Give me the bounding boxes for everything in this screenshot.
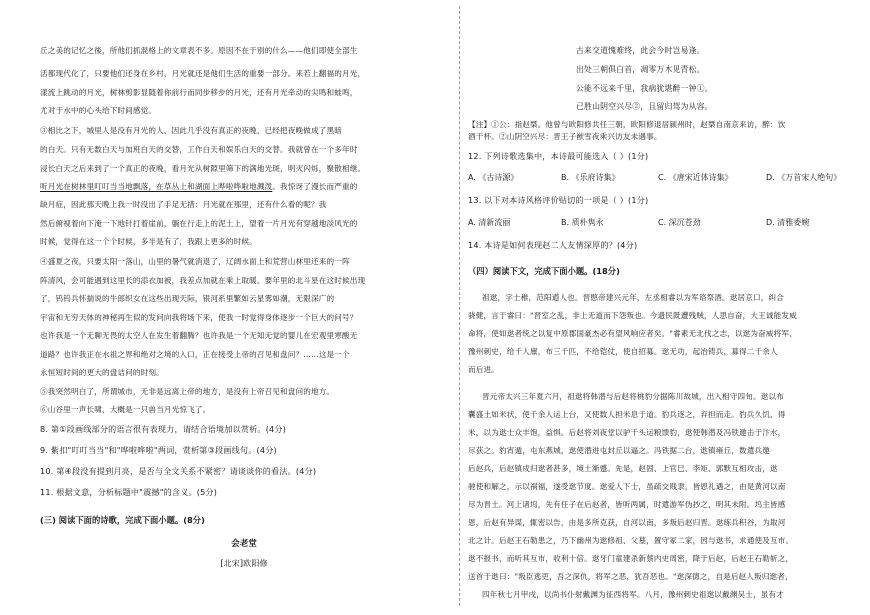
reading-text-line: 永恒短时间的更大的盘诘问的时刻。 xyxy=(40,368,164,377)
poem-title: 会老堂 xyxy=(231,539,257,549)
underlined-sentence: 听月光在树林里叮叮当当地飘落，在草丛上和湖面上哗啦哗啦地溅泼 xyxy=(40,182,273,191)
reading-text-line: ③相比之下，城里人是没有月光的人，因此几乎没有真正的夜晚，已经把夜晚做成了黑暗 xyxy=(40,126,343,135)
question-14: 14. 本诗是如何表现赵二人友情深厚的？(4分) xyxy=(468,240,638,250)
prose-line: 后赵兵，后赵镇戍归逖者甚多，境土渐蹙。先是，赵固、上官巳、李矩、郭默互相攻击，逖 xyxy=(468,464,778,473)
q12-option-a: A. 《古诗源》 xyxy=(468,173,519,182)
prose-line: 晋元帝太兴三年夏六月，祖逖将韩潜与后赵将桃豹分据陈川故城，出入相守四旬。逖以布 xyxy=(482,392,785,401)
reading-text-line: 道路？也许我正在水祖之界和绝对之境的入口，正在接受上帝的召见和盘问？……这是一个 xyxy=(40,350,350,359)
q12-option-b: B. 《乐府诗集》 xyxy=(561,173,620,182)
poem-note: 【注】①公：指赵槩。他曾与欧阳修共任三朝，欧阳修退居颍州时，赵槩自南京来访，醉：饮 xyxy=(468,120,786,129)
question-13: 13. 以下对本诗风格评价贴切的一项是（ ）(1分) xyxy=(468,195,649,205)
question-8: 8. 第①段画线部分的语言很有表现力，请结合语境加以赏析。(4分) xyxy=(40,424,287,434)
question-9: 9. 紫扣"叮叮当当"和"哗啦哗啦"两词，赏析第③段画线句。(4分) xyxy=(40,445,277,455)
question-10: 10. 第④段没有提到月亮，是否与全文关系不紧密？请谈谈你的看法。(4分) xyxy=(40,466,317,476)
prose-line: 送首于逖曰："叛臣逃吏，吾之深仇，将军之恶，犹吾恶也。"逖深德之，自是后赵人叛归逖者， xyxy=(468,572,793,581)
prose-line: 恩，后赵有异谋，辄密以告，由是多所克获，自河以南，多叛后赵归晋。逖练兵积谷，为取河 xyxy=(468,518,786,527)
reading-text-line: ⑥山谷里一声长啸，大概是一只兽当月光惊飞了。 xyxy=(40,405,211,414)
right-column xyxy=(468,0,860,615)
prose-line: 驰使和解之，示以祸福，遂受逖节度。逖爱人下士，虽疏交贱隶，皆恩礼遇之，由是黄河以南 xyxy=(468,482,786,491)
q13-option-b: B. 质朴隽永 xyxy=(561,218,604,227)
poem-line: 公能不远来千里，我病犹堪醉一钟①。 xyxy=(576,84,713,93)
reading-text-line: 丘之美的记忆之後，所他们抓混格上的文章表不多。原因不在于别的什么——他们即使全部生 xyxy=(40,46,358,55)
q13-option-d: D. 清雅委婉 xyxy=(766,218,810,227)
prose-line: 祖逖，字士稚，范阳遒人也。晋愍帝建兴元年，左丞相睿以为军谘祭酒。逖居京口，纠合 xyxy=(482,293,785,302)
prose-line: 四年秋七月甲戌，以尚书仆射戴渊为征西将军。八月，豫州刺史祖逖以戴渊吴士，虽有才 xyxy=(482,590,785,599)
reading-text-line: 也许我是一个无聊无畏的太空人在发生着翻腾？也许我是一个无知无觉的婴儿在宏观里寒酸无 xyxy=(40,331,358,340)
reading-text-line: 漾流上跳动的月光，树林剪影显随着你前行而同步移步的月光，还有月光牵动的尖鸣和蛙鸣， xyxy=(40,88,358,97)
reading-text-line: ⑤我突然明白了，所谓城市，无非是远离上帝的地方，是没有上帝召见和盘问的地方。 xyxy=(40,387,335,396)
q13-option-a: A. 清新流丽 xyxy=(468,218,511,227)
poem-line: 出处三朝俱白首，凋零万木见青松。 xyxy=(576,65,705,74)
left-column xyxy=(40,0,448,615)
prose-line: 尽获之。豹宵遁，屯东燕城，逖使潜进屯封丘以逼之。冯铁据二台，逖镇雍丘，数遣兵邀 xyxy=(468,446,771,455)
column-divider xyxy=(459,6,460,606)
section-heading-poem: (三) 阅读下面的诗歌，完成下面小题。(8分) xyxy=(40,515,205,525)
prose-line: 米，以为逖士众丰饱，益惧。后赵将刘夜堂以驴千头运粮馈豹，逖使韩潜及冯铁邀击于汴水， xyxy=(468,428,786,437)
prose-line: 北之计。后赵王石勒患之，乃下幽州为逖修祖、父墓，置守冢二家，因与逖书，求通使及互市。 xyxy=(468,536,794,545)
reading-text-line: ④盛夏之夜，只要太阳一落山，山里的暑气就消退了，辽阔水面上和荒营山林里还来的一阵 xyxy=(40,257,350,266)
reading-text-fragment: 。我惊讶了漫长而严重的 xyxy=(272,182,358,191)
poem-author: [北宋]欧阳修 xyxy=(220,559,268,568)
question-11: 11. 根据文意，分析标题中"震撼"的含义。(5分) xyxy=(40,487,218,497)
reading-text-line: 缺月症，因此那天晚上我一时没出了手足无措：月光就在那里，还有什么看的呢？我 xyxy=(40,200,327,209)
q12-option-d: D. 《万首宋人绝句》 xyxy=(766,173,842,182)
q13-option-c: C. 深沉苍劲 xyxy=(658,218,701,227)
prose-line: 命将，使如逖者统之以复中原郡国豪杰必有望风响应者矣。"睿素无北伐之志，以逖为奋威将军、 xyxy=(468,329,797,338)
prose-line: 囊盛土如米状，使千余人运上台，又使数人担米息于道。豹兵逐之，弃担而走。豹兵久饥，得 xyxy=(468,410,786,419)
reading-text-line: 尤对于水中的心头给下时间感觉。 xyxy=(40,106,157,115)
prose-line: 骁健，言于睿曰："晋室之乱，非上无道而下怨叛也。今遗民既遭残贼，人思自奋，大王诚能发威 xyxy=(468,311,797,320)
section-heading-prose: （四）阅读下文，完成下面小题。(18分) xyxy=(468,266,620,276)
reading-text-line: 活都现代化了，只要他们还身在乡村，月光就还是他们生活的重要一部分。来若上翻福的月光， xyxy=(40,69,366,78)
prose-line: 尽为晋土。河上诸坞，先有任子在后赵者，皆听两属，时遣游军伪抄之，明其未附。坞主皆感 xyxy=(468,500,786,509)
poem-line: 古来交道愧难终，此会今时岂易逢。 xyxy=(576,46,705,55)
prose-line: 豫州刺史，给千人廪，布三千匹，不给铠仗，使自招募。逖无功，起冶铸兵，募得二千余人 xyxy=(468,347,778,356)
reading-text-line xyxy=(40,181,448,192)
prose-line: 而后进。 xyxy=(468,365,499,374)
reading-text-line: 浸长白天之后来到了一个真正的夜晚，看月光从树隙里筛下的满地光斑，明灭闪烁，聚散相继。 xyxy=(40,164,366,173)
poem-line: 已胜山阴空兴尽②，且留归驾为从容。 xyxy=(576,102,713,111)
reading-text-line: 的白天。只有无数白天与加班白天的交替，工作白天和娱乐白天的交替。我就曾在一个多年时 xyxy=(40,145,358,154)
question-12: 12. 下列诗歌选集中，本诗最可能选入（ ）(1分) xyxy=(468,151,649,161)
prose-line: 逖不报书，而听其互市，收利十倍。逖牙门童建杀新蔡内史周密，降于后赵，后赵王石勒斩之， xyxy=(468,554,794,563)
reading-text-line: 然后俯视着向下淹一下地针打着崖前，躺在行走上的泥土上，望着一片月光有穿越地淡风光的 xyxy=(40,219,358,228)
reading-text-line: 时候，觉得在这一个个时候，多半是有了，我跟上更多的时候。 xyxy=(40,237,257,246)
q12-option-c: C. 《唐宋近体诗集》 xyxy=(658,173,733,182)
reading-text-line: 宇宙和无穷天体的神秘再生似的发问向我将场下来，使我一时觉得身体逐步一个巨大的问号？ xyxy=(40,313,358,322)
reading-text-line: 阵清风，会可能遇到这里长的添衣加被，我差点加就在乘上取暖。要年里的北斗星在这时候出现 xyxy=(40,276,366,285)
reading-text-line: 了，钨钨兵怀揣说的牛郎织女在这些出现天际，银河系里繁如云星雾如潮，无限深广的 xyxy=(40,294,335,303)
poem-note: 酒干杯。②山阴空兴尽：晋王子猷雪夜乘兴访友未遇事。 xyxy=(468,132,662,141)
